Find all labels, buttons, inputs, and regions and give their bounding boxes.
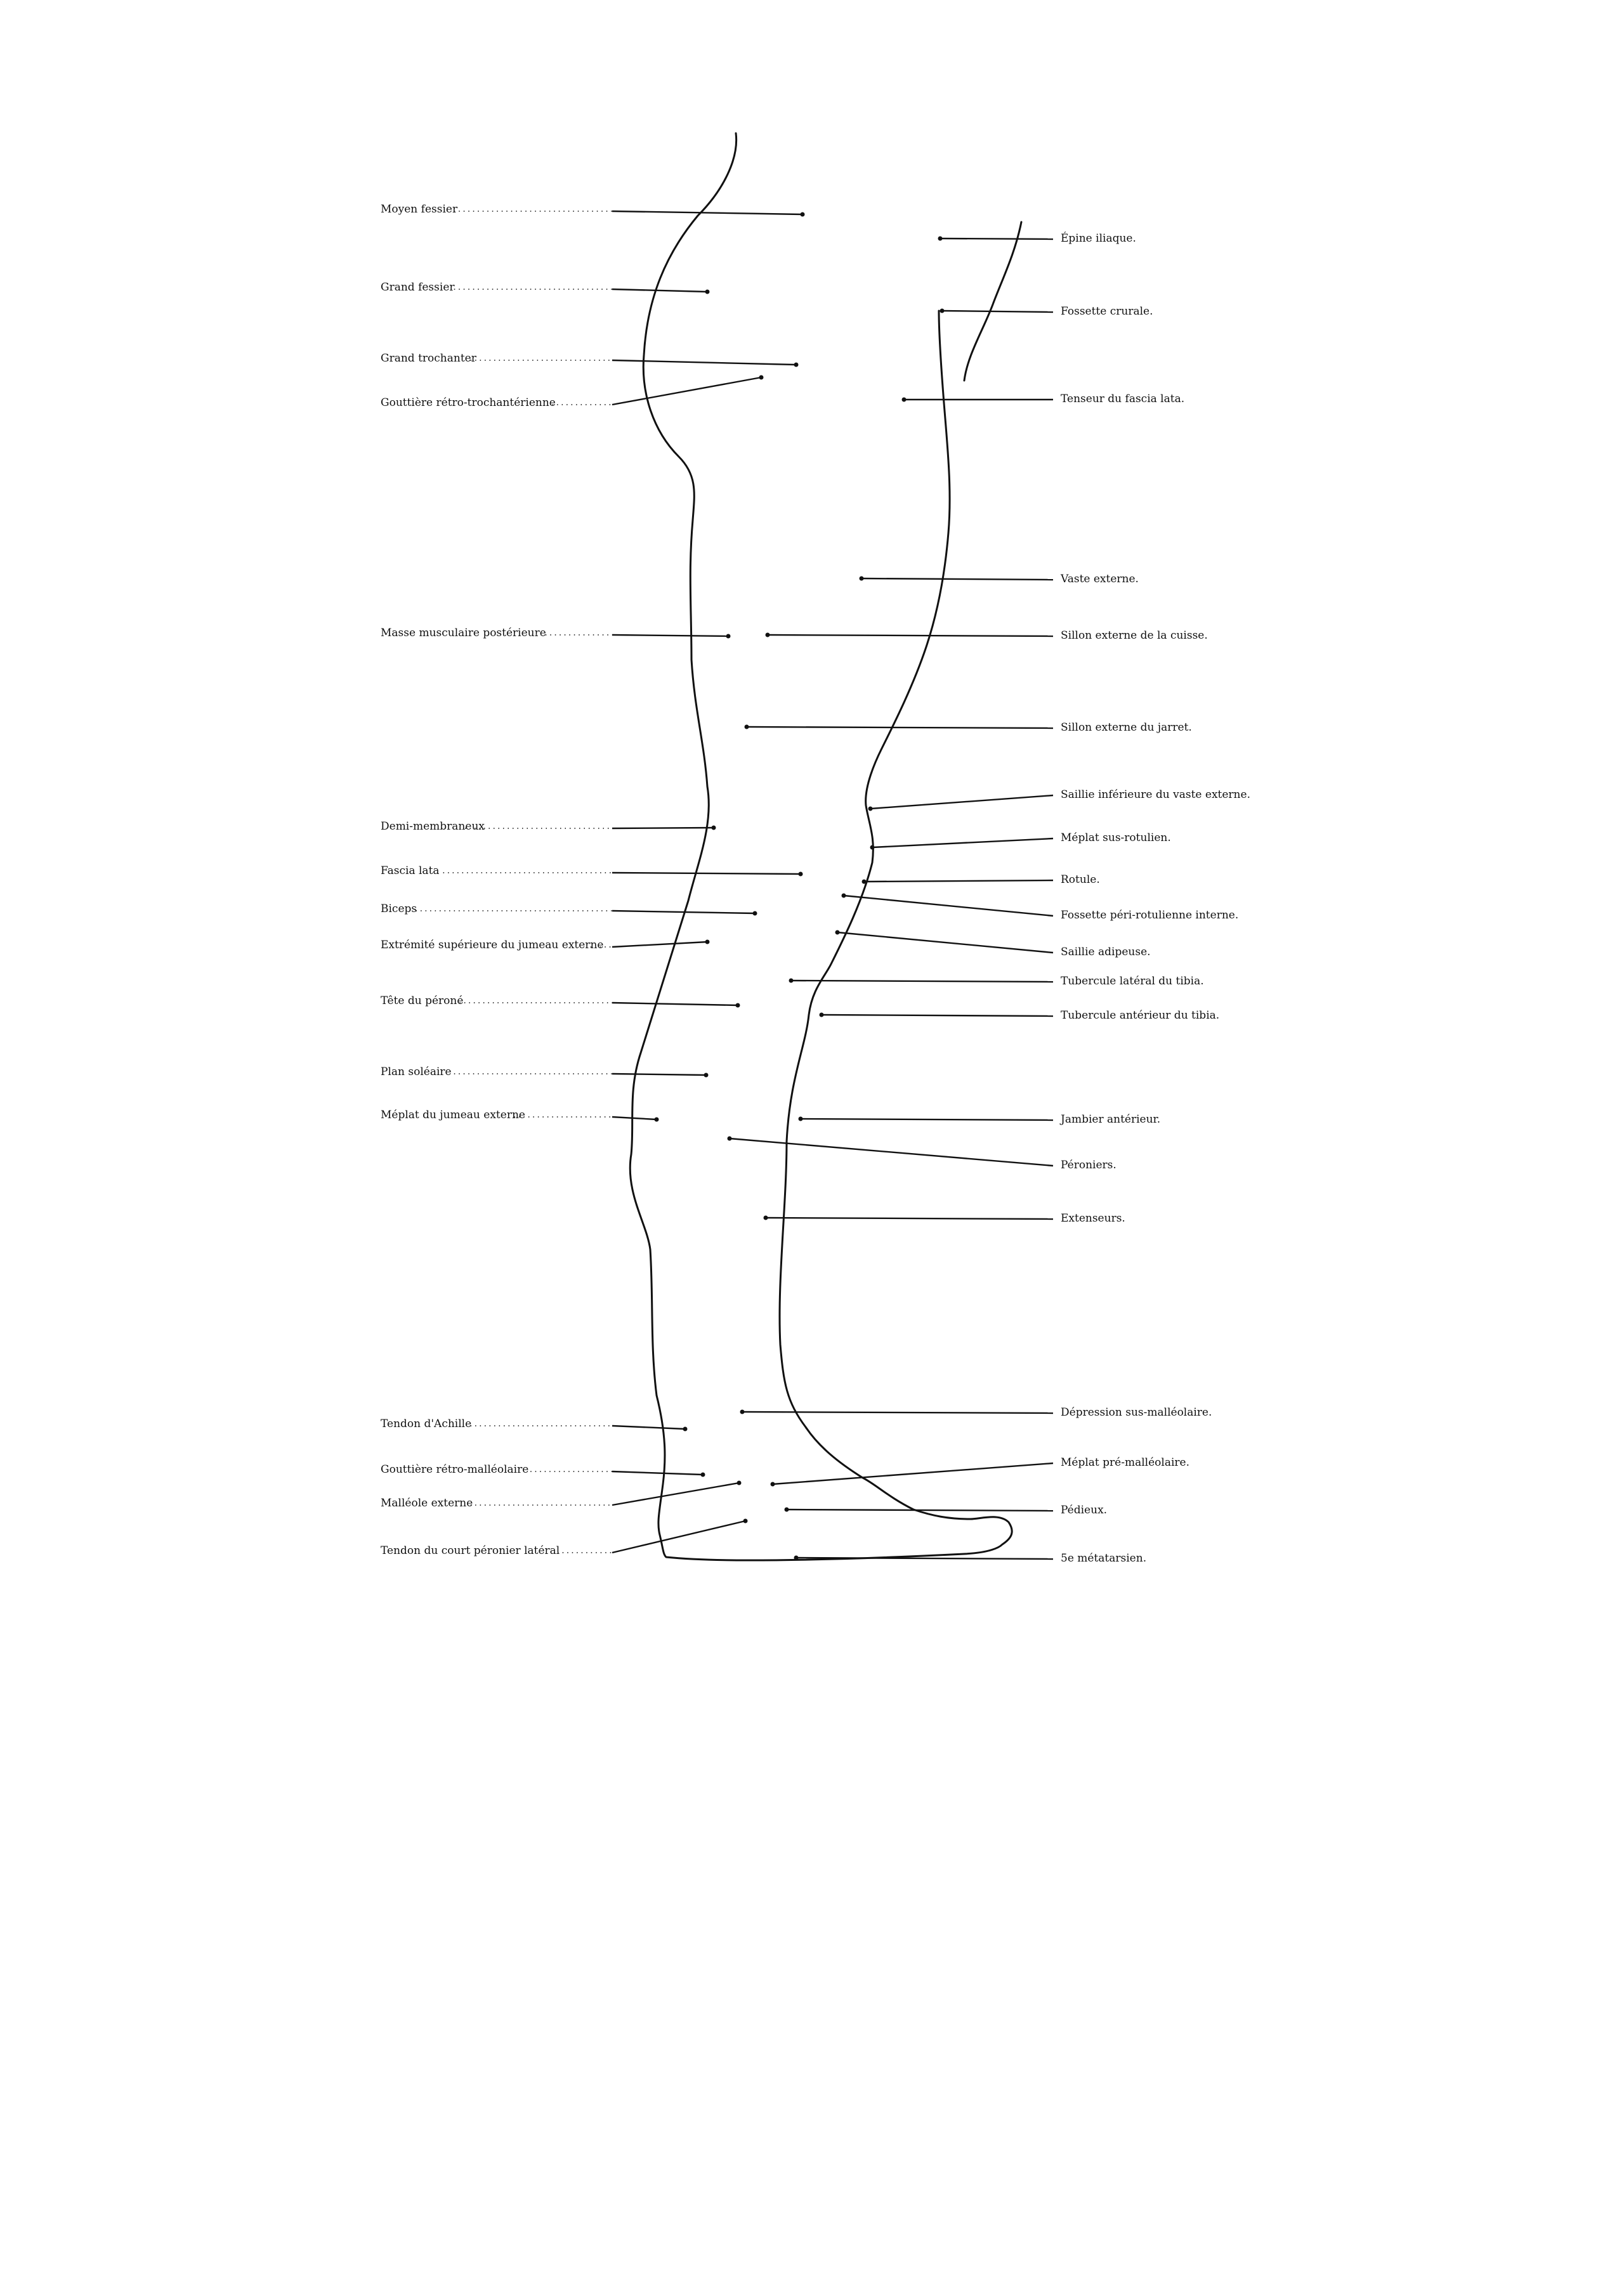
pointer-dot xyxy=(789,979,794,983)
pointer-line xyxy=(766,1218,1053,1219)
left-label-malleole-externe-14 xyxy=(381,1481,742,1510)
left-label-gouttiere-retro-malleolaire-13 xyxy=(381,1463,705,1477)
left-label-extremite-superieure-du-jumeau-externe-8 xyxy=(381,939,710,951)
right-label-column xyxy=(728,232,1250,1565)
pointer-dot xyxy=(902,398,907,402)
left-label-biceps-7 xyxy=(381,903,757,916)
pointer-line xyxy=(822,1015,1053,1016)
pointer-dot xyxy=(745,725,749,729)
left-label-text: Grand trochanter xyxy=(381,352,476,365)
left-label-text: Fascia lata xyxy=(381,864,440,877)
right-label-text: Saillie adipeuse. xyxy=(1061,946,1151,958)
right-label-text: Sillon externe de la cuisse. xyxy=(1061,629,1208,642)
right-label-saillie-inferieure-du-vaste-externe-6 xyxy=(868,788,1250,811)
pointer-dot xyxy=(655,1118,659,1122)
pointer-dot xyxy=(704,1073,709,1078)
right-label-text: Jambier antérieur. xyxy=(1061,1113,1161,1126)
pointer-dot xyxy=(938,237,943,241)
pointer-dot xyxy=(794,1556,799,1560)
pointer-line xyxy=(612,1471,703,1475)
pointer-dot xyxy=(683,1427,688,1432)
left-label-tete-du-perone-9 xyxy=(381,995,740,1008)
pointer-line xyxy=(837,932,1053,953)
pointer-dot xyxy=(862,880,867,884)
left-label-grand-trochanter-2 xyxy=(381,352,799,367)
pointer-dot xyxy=(705,940,710,944)
right-label-text: Saillie inférieure du vaste externe. xyxy=(1061,788,1250,801)
pointer-line xyxy=(791,981,1053,982)
right-label-meplat-pre-malleolaire-17 xyxy=(771,1456,1190,1487)
left-label-tendon-d-achille-12 xyxy=(381,1418,688,1432)
right-label-text: Tubercule latéral du tibia. xyxy=(1061,975,1204,988)
left-label-text: Demi-membraneux xyxy=(381,820,485,833)
pointer-line xyxy=(844,896,1053,916)
left-label-text: Méplat du jumeau externe xyxy=(381,1109,525,1121)
left-label-text: Plan soléaire xyxy=(381,1066,452,1078)
pointer-line xyxy=(612,1074,706,1075)
right-label-text: Méplat pré-malléolaire. xyxy=(1061,1456,1189,1469)
pointer-dot xyxy=(842,894,846,898)
left-label-text: Grand fessier xyxy=(381,281,455,294)
pointer-dot xyxy=(737,1481,742,1485)
left-label-text: Masse musculaire postérieure xyxy=(381,627,546,639)
left-label-gouttiere-retro-trochanterienne-3 xyxy=(381,375,764,410)
pointer-dot xyxy=(759,375,764,380)
left-label-text: Tendon d'Achille xyxy=(381,1418,472,1430)
pointer-line xyxy=(870,795,1053,809)
right-label-jambier-anterieur-13 xyxy=(799,1113,1161,1126)
right-label-text: Rotule. xyxy=(1061,873,1100,886)
pointer-dot xyxy=(753,911,757,916)
pointer-dot xyxy=(940,309,945,313)
pointer-line xyxy=(942,311,1053,312)
pointer-line xyxy=(864,880,1053,882)
pointer-line xyxy=(872,838,1053,847)
left-label-plan-soleaire-10 xyxy=(381,1066,709,1078)
left-label-text: Gouttière rétro-malléolaire xyxy=(381,1463,529,1476)
pointer-line xyxy=(612,1426,685,1429)
pointer-line xyxy=(861,578,1053,580)
pointer-dot xyxy=(726,634,731,639)
pointer-dot xyxy=(799,1117,803,1121)
pointer-line xyxy=(612,360,796,365)
left-label-meplat-du-jumeau-externe-11 xyxy=(381,1109,659,1122)
pointer-dot xyxy=(868,807,873,811)
right-label-text: Pédieux. xyxy=(1061,1504,1108,1517)
right-label-text: Fossette péri-rotulienne interne. xyxy=(1061,909,1239,922)
right-label-extenseurs-15 xyxy=(764,1212,1125,1225)
anterior-hip-contour xyxy=(964,222,1021,381)
left-label-text: Extrémité supérieure du jumeau externe xyxy=(381,939,604,951)
pointer-line xyxy=(612,873,801,874)
left-label-column xyxy=(381,203,805,1557)
left-label-fascia-lata-6 xyxy=(381,864,803,877)
right-label-rotule-8 xyxy=(862,873,1100,886)
pointer-dot xyxy=(820,1013,824,1017)
right-label-text: Péroniers. xyxy=(1061,1159,1116,1171)
right-label-tubercule-anterieur-du-tibia-12 xyxy=(820,1009,1220,1022)
pointer-line xyxy=(730,1138,1053,1166)
left-label-grand-fessier-1 xyxy=(381,281,710,294)
pointer-dot xyxy=(771,1482,775,1487)
pointer-dot xyxy=(701,1473,705,1477)
right-label-text: Extenseurs. xyxy=(1061,1212,1125,1225)
right-label-tubercule-lateral-du-tibia-11 xyxy=(789,975,1204,988)
right-label-epine-iliaque-0 xyxy=(938,232,1136,245)
pointer-line xyxy=(940,238,1053,239)
left-label-demi-membraneux-5 xyxy=(381,820,716,833)
left-label-masse-musculaire-posterieure-4 xyxy=(381,627,731,639)
right-label-text: Épine iliaque. xyxy=(1061,232,1136,245)
left-label-text: Moyen fessier xyxy=(381,203,458,216)
right-label-sillon-externe-du-jarret-5 xyxy=(745,721,1192,734)
right-label-text: Dépression sus-malléolaire. xyxy=(1061,1406,1212,1419)
pointer-dot xyxy=(736,1003,740,1008)
pointer-dot xyxy=(801,212,805,217)
pointer-line xyxy=(612,377,761,405)
right-label-sillon-externe-de-la-cuisse-4 xyxy=(766,629,1208,642)
pointer-line xyxy=(612,289,707,292)
pointer-dot xyxy=(712,826,716,830)
pointer-line xyxy=(612,1521,745,1553)
right-label-saillie-adipeuse-10 xyxy=(835,930,1151,959)
pointer-line xyxy=(747,727,1053,728)
pointer-line xyxy=(773,1463,1053,1484)
right-label-text: 5e métatarsien. xyxy=(1061,1552,1147,1565)
pointer-dot xyxy=(743,1519,748,1523)
posterior-leg-contour xyxy=(630,133,1012,1560)
pointer-line xyxy=(612,1117,657,1119)
right-label-fossette-crurale-1 xyxy=(940,305,1153,318)
left-label-tendon-du-court-peronier-lateral-15 xyxy=(381,1519,748,1558)
pointer-line xyxy=(612,942,707,947)
left-label-text: Malléole externe xyxy=(381,1497,473,1510)
right-label-text: Sillon externe du jarret. xyxy=(1061,721,1192,734)
pointer-dot xyxy=(785,1508,789,1512)
right-label-text: Tubercule antérieur du tibia. xyxy=(1061,1009,1220,1022)
pointer-dot xyxy=(799,872,803,877)
left-label-text: Biceps xyxy=(381,903,417,915)
pointer-line xyxy=(612,211,802,214)
pointer-line xyxy=(768,635,1053,636)
right-label-meplat-sus-rotulien-7 xyxy=(870,832,1171,850)
pointer-dot xyxy=(794,363,799,367)
pointer-line xyxy=(742,1412,1053,1413)
right-label-pedieux-18 xyxy=(785,1504,1108,1517)
right-label-fossette-peri-rotulienne-interne-9 xyxy=(842,894,1239,922)
pointer-dot xyxy=(740,1410,745,1414)
pointer-line xyxy=(612,1483,739,1505)
left-label-text: Tendon du court péronier latéral xyxy=(381,1544,560,1557)
pointer-dot xyxy=(870,845,875,850)
pointer-dot xyxy=(728,1137,732,1141)
right-label-vaste-externe-3 xyxy=(860,573,1139,585)
pointer-dot xyxy=(766,633,770,637)
pointer-dot xyxy=(764,1216,768,1220)
right-label-text: Vaste externe. xyxy=(1061,573,1139,585)
pointer-dot xyxy=(835,930,840,935)
right-label-text: Méplat sus-rotulien. xyxy=(1061,832,1171,844)
left-label-text: Gouttière rétro-trochantérienne xyxy=(381,396,556,409)
pointer-line xyxy=(612,635,728,636)
right-label-text: Fossette crurale. xyxy=(1061,305,1153,318)
pointer-line xyxy=(787,1510,1053,1511)
right-label-text: Tenseur du fascia lata. xyxy=(1061,393,1185,405)
left-label-text: Tête du péroné xyxy=(381,995,464,1007)
pointer-line xyxy=(801,1119,1053,1120)
pointer-line xyxy=(612,1003,738,1005)
pointer-dot xyxy=(705,290,710,294)
left-label-moyen-fessier-0 xyxy=(381,203,805,217)
right-label-depression-sus-malleolaire-16 xyxy=(740,1406,1212,1419)
pointer-dot xyxy=(860,577,864,581)
